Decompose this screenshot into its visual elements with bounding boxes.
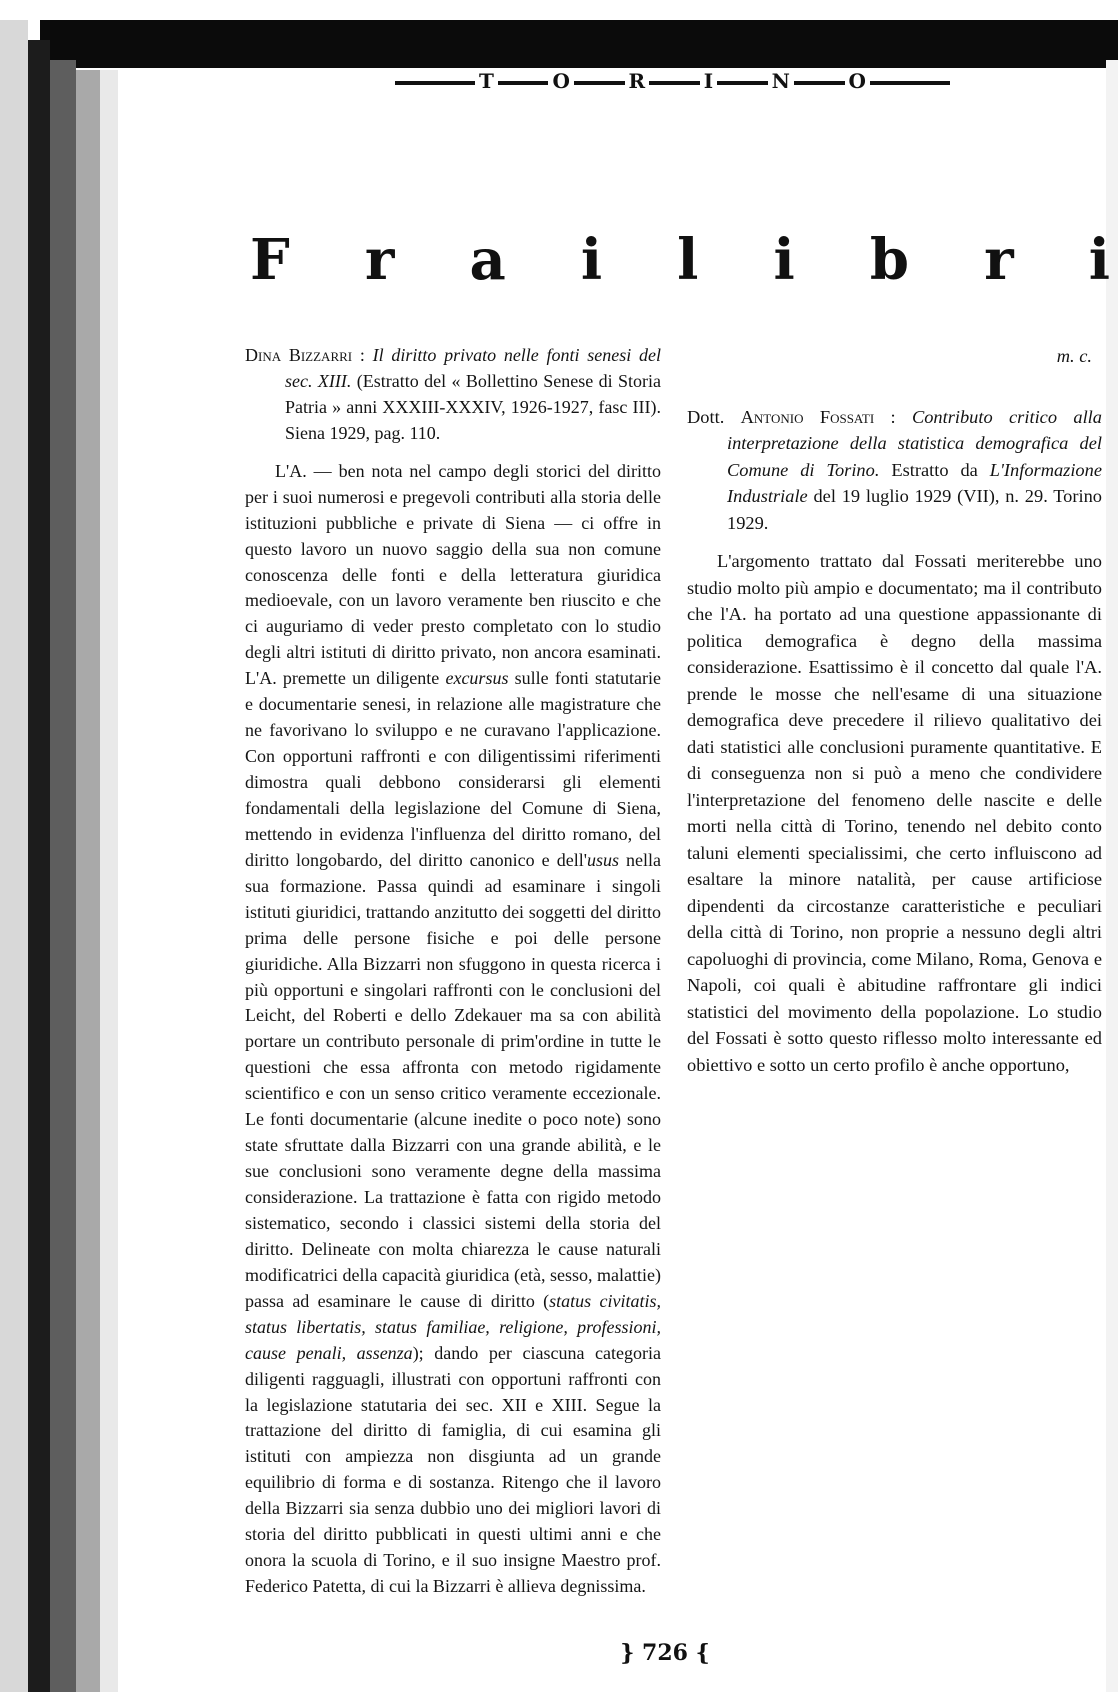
page-number: } 726 {: [620, 1640, 710, 1666]
body-italic: status civitatis, status libertatis, status familiae, religione, professioni, cause penali, assenza: [245, 1290, 661, 1363]
title-letter: a: [469, 227, 506, 293]
header-letter: T: [475, 70, 498, 92]
header-letter: N: [768, 70, 794, 92]
review-body: L'argomento trattato dal Fossati meriterebbe uno studio molto più ampio e documentato; ma il contributo che l'A. ha portato ad una questione appassionante di politica demografica è degno della massima considerazione. Esattissimo è il concetto dal quale l'A. prende le mosse che nell'esame di una situazione demografica deve precedere il rilievo qualitativo dei dati statistici alle conclusioni puramente quantitative. E di conseguenza non si può a meno che condividere l'interpretazione del fenomeno delle nascite e delle morti nella città di Torino, tenendo nel debito conto taluni elementi specialissimi, che certo influiscono ad esaltare la minore natalità, per cause artificiose dipendenti da circostanze caratteristiche e peculiari della città di Torino, non proprie a nessuno degli altri capoluoghi di provincia, come Milano, Roma, Genova e Napoli, coi quali è abitudine raffrontare gli indici statistici del movimento della popolazione. Lo studio del Fossati è sotto questo riflesso molto interessante ed obiettivo e sotto un certo profilo è anche opportuno,: [687, 551, 1102, 1075]
review-author: Antonio Fossati: [740, 406, 875, 427]
title-letter: r: [984, 227, 1014, 293]
review-author: Dina Bizzarri: [245, 345, 353, 365]
review-source-italic: L'Informazione Industriale: [727, 459, 1102, 506]
scan-edge: [50, 60, 76, 1692]
review-source: (Estratto del « Bollettino Senese di Storia Patria » anni XXXIII-XXXIV, 1926-1927, fasc III). Siena 1929, pag. 110.: [285, 370, 662, 443]
review-citation: [245, 343, 661, 447]
author-separator: :: [874, 406, 912, 427]
scan-edge: [28, 40, 50, 1692]
title-letter: r: [364, 227, 395, 293]
header-letter: I: [700, 70, 717, 92]
title-letter: i: [1088, 227, 1110, 293]
spacer: [245, 447, 661, 459]
header-letters: [395, 70, 950, 92]
spacer: [687, 370, 1102, 404]
review-source: del 19 luglio 1929 (VII), n. 29. Torino 1929.: [727, 486, 1102, 533]
title-letter: i: [580, 227, 603, 293]
title-letter: F: [250, 227, 290, 293]
review-book-title: Il diritto privato nelle fonti senesi del sec. XIII.: [285, 345, 661, 391]
review-source: Estratto da: [879, 459, 990, 480]
author-prefix: Dott.: [687, 406, 741, 427]
title-letter: l: [677, 227, 699, 293]
header-ornament: [395, 69, 950, 94]
scan-edge: [100, 70, 118, 1692]
header-letter: R: [625, 70, 650, 92]
column-left: [245, 343, 661, 1600]
body-italic: excursus: [445, 668, 509, 689]
section-title: [250, 225, 1110, 295]
review-citation: [687, 404, 1102, 537]
author-separator: :: [352, 345, 373, 365]
body-text: sulle fonti statutarie e documentarie senesi, in relazione alle magistrature che ne favorivano lo sviluppo e ne curavano l'applicazione. Con opportuni raffronti e con diligentissimi riferimenti dimostra quali debbono considerarsi gli elementi fondamentali della legislazione del Comune di Siena, mettendo in evidenza l'influenza del diritto romano, del diritto longobardo, del diritto canonico e dell': [245, 668, 661, 870]
review-body: [245, 459, 661, 1600]
title-letter: i: [773, 227, 795, 293]
body-text: ); dando per ciascuna categoria diligenti ragguagli, illustrati con opportuni raffronti con la legislazione statutaria dei sec. XII e XIII. Segue la trattazione del diritto di famiglia, di cui esamina gli istituti con ampiezza non disgiunta ad un grande equilibrio di forma e di sostanza. Ritengo che il lavoro della Bizzarri sia senza dubbio uno dei migliori lavori di storia del diritto pubblicati in questi ultimi anni e che onora la scuola di Torino, e il suo insigne Maestro prof. Federico Patetta, di cui la Bizzarri è allieva degnissima.: [245, 1342, 661, 1597]
review-signature: m. c.: [1056, 346, 1092, 366]
scan-shadow-bar: [40, 20, 1118, 68]
header-letter: O: [845, 70, 870, 92]
column-right: [687, 343, 1102, 1078]
body-italic: usus: [586, 849, 619, 870]
title-letter: b: [869, 227, 910, 293]
scan-edge: [1106, 60, 1118, 1692]
scan-edge: [0, 20, 28, 1692]
scan-edge: [76, 70, 100, 1692]
body-text: L'A. — ben nota nel campo degli storici del diritto per i suoi numerosi e pregevoli contributi alla storia delle istituzioni pubbliche e private di Siena — ci offre in questo lavoro un nuovo saggio della sua non comune conoscenza delle fonti e della letteratura giuridica medioevale, con un lavoro veramente ben riuscito e che ci auguriamo di veder presto completato con lo studio degli altri istituti di diritto privato, non ancora esaminati. L'A. premette un diligente: [245, 460, 661, 689]
body-text: nella sua formazione. Passa quindi ad esaminare i singoli istituti giuridici, trattando anzitutto dei soggetti del diritto prima delle persone fisiche e poi delle persone giuridiche. Alla Bizzarri non sfuggono in questa ricerca i più opportuni e singolari raffronti con le conclusioni del Leicht, del Roberti e dello Zdekauer ma sa con abilità portare un contributo personale di prim'ordine in tutte le questioni che essa affronta con metodo rigidamente scientifico e con un senso critico veramente eccezionale. Le fonti documentarie (alcune inedite o poco note) sono state sfruttate dalla Bizzarri con una grande abilità, e le sue conclusioni sono veramente degne della massima considerazione. La trattazione è fatta con rigido metodo sistematico, secondo i classici sistemi della storia del diritto. Delineate con molta chiarezza le cause naturali modificatrici della capacità giuridica (età, sesso, malattie) passa ad esaminare le cause di diritto (: [245, 849, 661, 1311]
header-letter: O: [548, 70, 573, 92]
spacer: [687, 536, 1102, 548]
review-book-title: Contributo critico alla interpretazione della statistica demografica del Comune di Torino.: [727, 406, 1102, 480]
